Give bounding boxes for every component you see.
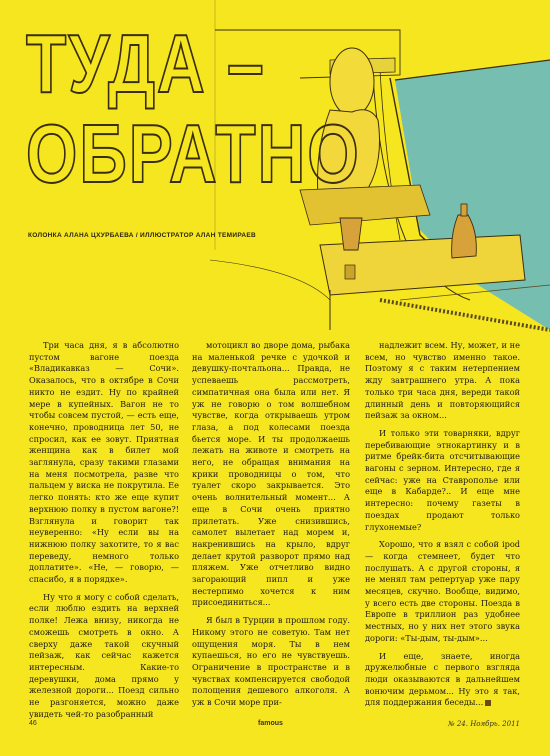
paragraph: Ну что я могу с собой сделать, если люблю ездить на верхней полке! Лежа внизу, никогда не сможешь смотреть в окно. А сверху даже такой скучный пейзаж, как сейчас кажется интересным. Какие-то деревушки, дома прямо у железной дороги... Поезд сильно не разгоняется, можно даже увидеть чей-то разобранный [29, 591, 179, 719]
page-footer [0, 720, 550, 738]
magazine-brand: famous [258, 720, 283, 727]
paragraph: И только эти товарняки, вдруг перебивающие этнокартинку и в ритме брейк-бита отсчитывающие вагоны с зерном. Интересно, где я сейчас: уже на Ставрополье или еще в Кабарде?.. И еще мне интересно: почему газеты в поездах продают только глухонемые? [365, 427, 520, 532]
text-column-2 [192, 340, 350, 709]
page-number: 46 [29, 720, 37, 727]
paragraph: Я был в Турции в прошлом году. Никому этого не советую. Там нет ощущения моря. Ты в нем купаешься, но его не чувствуешь. Ограничение в пространстве и в чувствах компенсируется свободой полощения дешевого алкоголя. А уж в Сочи море при- [192, 615, 350, 708]
paragraph: Три часа дня, я в абсолютно пустом вагоне поезда «Владикавказ — Сочи». Оказалось, что в октябре в Сочи никто не ездит. Ну по крайней мере в купейных. Вагон не то чтобы совсем пустой, — есть еще, конечно, проводница лет 50, не спросил, как ее зовут. Приятная женщина как в билет мой заглянула, сразу такими глазами на меня посмотрела, разве что пальцем у виска не покрутила. Ее легко понять: кто же еще купит верхнюю полку в пустом вагоне?! Взглянула и говорит так неуверенно: «Ну если вы на нижнюю полку захотите, то я вас переведу, немного только доплатите». «Не, — говорю, — спасибо, я в порядке». [29, 340, 179, 585]
paragraph: мотоцикл во дворе дома, рыбака на маленькой речке с удочкой и девушку-почтальона... Правда, не успеваешь рассмотреть, симпатичная она была или нет. Я уж не говорю о том волшебном чувстве, когда открываешь утром глаза, а под колесами поезда бьется море. И ты продолжаешь лежать на животе и смотреть на него, не обращая внимания на крики проводницы о том, что туалет скоро закрывается. Это очень волнительный момент... А еще в Сочи очень приятно прилетать. Уже снизившись, самолет вылетает над морем и, накренившись на крыло, вдруг делает крутой разворот прямо над пляжем. Уже отчетливо видно загорающий пипл и уже нестерпимо хочется к ним присоединиться... [192, 340, 350, 608]
text-column-3 [365, 340, 520, 709]
end-of-article-icon [485, 700, 491, 706]
issue-info: № 24. Ноябрь. 2011 [448, 720, 520, 728]
paragraph-text: И еще, знаете, иногда дружелюбные с первого взгляда люди оказываются в дальнейшем вонючим дерьмом... Ну это я так, для поддержания беседы... [365, 650, 520, 708]
article-title-line2: ОБРАТНО [26, 107, 361, 200]
paragraph [365, 651, 520, 710]
paragraph: надлежит всем. Ну, может, и не всем, но чувство именно такое. Поэтому я с таким нетерпением жду завтрашнего утра. А пока только три часа дня, вереди такой длинный день и повторяющийся пейзаж за окном... [365, 340, 520, 421]
paragraph: Хорошо, что я взял с собой ipod — когда стемнеет, будет что послушать. А с другой стороны, я не менял там репертуар уже пару месяцев, скучно. Вообще, видимо, у всего есть две стороны. Поезда в Европе в триллион раз удобнее местных, но у них нет этого звука дороги: «Ты-дым, ты-дым»... [365, 539, 520, 643]
article-title-line1: ТУДА – [26, 17, 266, 110]
text-column-1 [29, 340, 179, 721]
article-credits: КОЛОНКА АЛАНА ЦХУРБАЕВА / ИЛЛЮСТРАТОР АЛАН ТЕМИРАЕВ [28, 232, 257, 239]
